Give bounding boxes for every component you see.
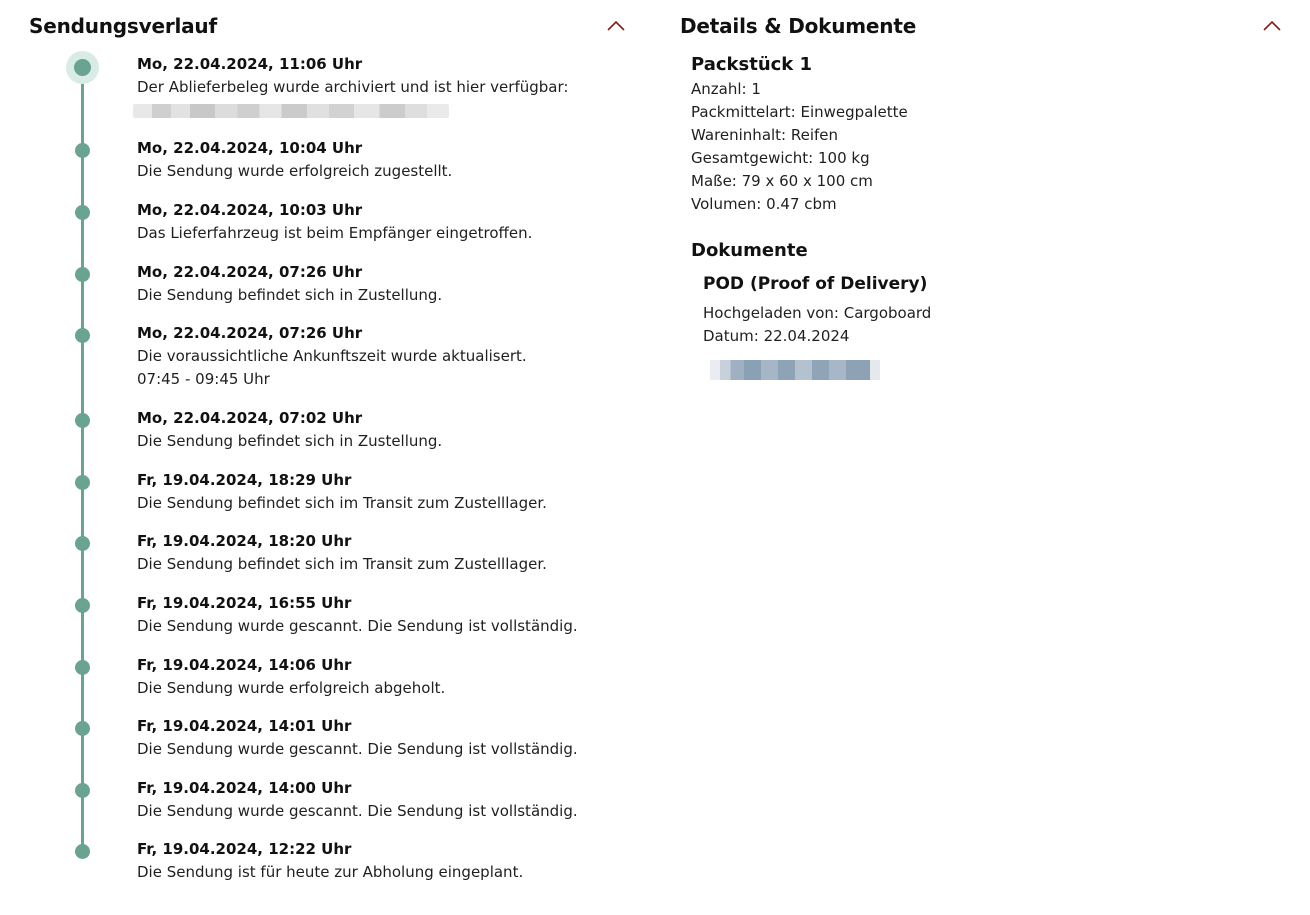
event-time: Mo, 22.04.2024, 07:26 Uhr (137, 324, 363, 342)
document-uploader: Hochgeladen von: Cargoboard (703, 304, 932, 322)
timeline-dot (75, 721, 90, 736)
package-volume: Volumen: 0.47 cbm (691, 195, 837, 213)
event-description: Die Sendung wurde gescannt. Die Sendung ist vollständig. (137, 740, 578, 758)
event-time: Fr, 19.04.2024, 14:06 Uhr (137, 656, 352, 674)
timeline-event (137, 716, 627, 761)
timeline-dot (75, 536, 90, 551)
event-description: Die Sendung wurde erfolgreich abgeholt. (137, 679, 446, 697)
timeline-dot (75, 413, 90, 428)
timeline-dot (75, 267, 90, 282)
event-time: Fr, 19.04.2024, 16:55 Uhr (137, 594, 352, 612)
document-download-link[interactable] (710, 360, 880, 380)
event-description: Die Sendung befindet sich im Transit zum Zustelllager. (137, 494, 547, 512)
event-time: Fr, 19.04.2024, 14:00 Uhr (137, 779, 352, 797)
event-description: Die Sendung wurde gescannt. Die Sendung ist vollständig. (137, 802, 578, 820)
event-time: Mo, 22.04.2024, 10:03 Uhr (137, 201, 363, 219)
timeline-dot (75, 475, 90, 490)
timeline-event (137, 593, 627, 638)
package-title: Packstück 1 (691, 54, 813, 75)
event-description: Die Sendung befindet sich in Zustellung. (137, 432, 443, 450)
details-header[interactable] (680, 12, 1283, 40)
event-time: Fr, 19.04.2024, 18:29 Uhr (137, 471, 352, 489)
timeline-dot (75, 598, 90, 613)
event-description: Die Sendung wurde erfolgreich zugestellt. (137, 162, 453, 180)
document-item (703, 272, 1271, 380)
timeline-dot (75, 143, 90, 158)
document-date: Datum: 22.04.2024 (703, 327, 850, 345)
document-title: POD (Proof of Delivery) (703, 274, 928, 294)
timeline-event (137, 262, 627, 307)
timeline-event (137, 408, 627, 453)
timeline-event (137, 54, 627, 118)
timeline-event (137, 200, 627, 245)
package-dimensions: Maße: 79 x 60 x 100 cm (691, 172, 873, 190)
timeline-dot (75, 205, 90, 220)
timeline-event (137, 655, 627, 700)
event-description: Die voraussichtliche Ankunftszeit wurde aktualisert. (137, 347, 527, 365)
delivery-receipt-link[interactable] (133, 104, 449, 118)
timeline-event (137, 138, 627, 183)
package-type: Packmittelart: Einwegpalette (691, 103, 908, 121)
timeline-dot (75, 844, 90, 859)
timeline-dot (75, 328, 90, 343)
chevron-up-icon[interactable] (1261, 15, 1283, 37)
timeline-dot-current (66, 51, 99, 84)
event-description: Die Sendung befindet sich in Zustellung. (137, 286, 443, 304)
event-eta-window: 07:45 - 09:45 Uhr (137, 370, 270, 388)
event-description: Die Sendung befindet sich im Transit zum Zustelllager. (137, 555, 547, 573)
timeline-dot (75, 660, 90, 675)
event-description: Das Lieferfahrzeug ist beim Empfänger eingetroffen. (137, 224, 533, 242)
timeline-event (137, 839, 627, 884)
event-description: Die Sendung ist für heute zur Abholung eingeplant. (137, 863, 524, 881)
shipment-timeline (0, 0, 640, 915)
timeline-event (137, 323, 627, 391)
timeline-event (137, 470, 627, 515)
history-title: Sendungsverlauf (29, 14, 217, 38)
details-title: Details & Dokumente (680, 14, 917, 38)
documents-title: Dokumente (691, 240, 808, 261)
event-description: Die Sendung wurde gescannt. Die Sendung ist vollständig. (137, 617, 578, 635)
event-time: Mo, 22.04.2024, 07:02 Uhr (137, 409, 363, 427)
details-panel (691, 52, 1271, 380)
event-time: Mo, 22.04.2024, 11:06 Uhr (137, 55, 363, 73)
event-time: Mo, 22.04.2024, 07:26 Uhr (137, 263, 363, 281)
package-count: Anzahl: 1 (691, 80, 761, 98)
event-time: Mo, 22.04.2024, 10:04 Uhr (137, 139, 363, 157)
event-description: Der Ablieferbeleg wurde archiviert und ist hier verfügbar: (137, 78, 569, 96)
timeline-dot (75, 783, 90, 798)
event-time: Fr, 19.04.2024, 12:22 Uhr (137, 840, 352, 858)
event-time: Fr, 19.04.2024, 14:01 Uhr (137, 717, 352, 735)
event-time: Fr, 19.04.2024, 18:20 Uhr (137, 532, 352, 550)
package-contents: Wareninhalt: Reifen (691, 126, 839, 144)
timeline-event (137, 778, 627, 823)
timeline-event (137, 531, 627, 576)
package-weight: Gesamtgewicht: 100 kg (691, 149, 870, 167)
